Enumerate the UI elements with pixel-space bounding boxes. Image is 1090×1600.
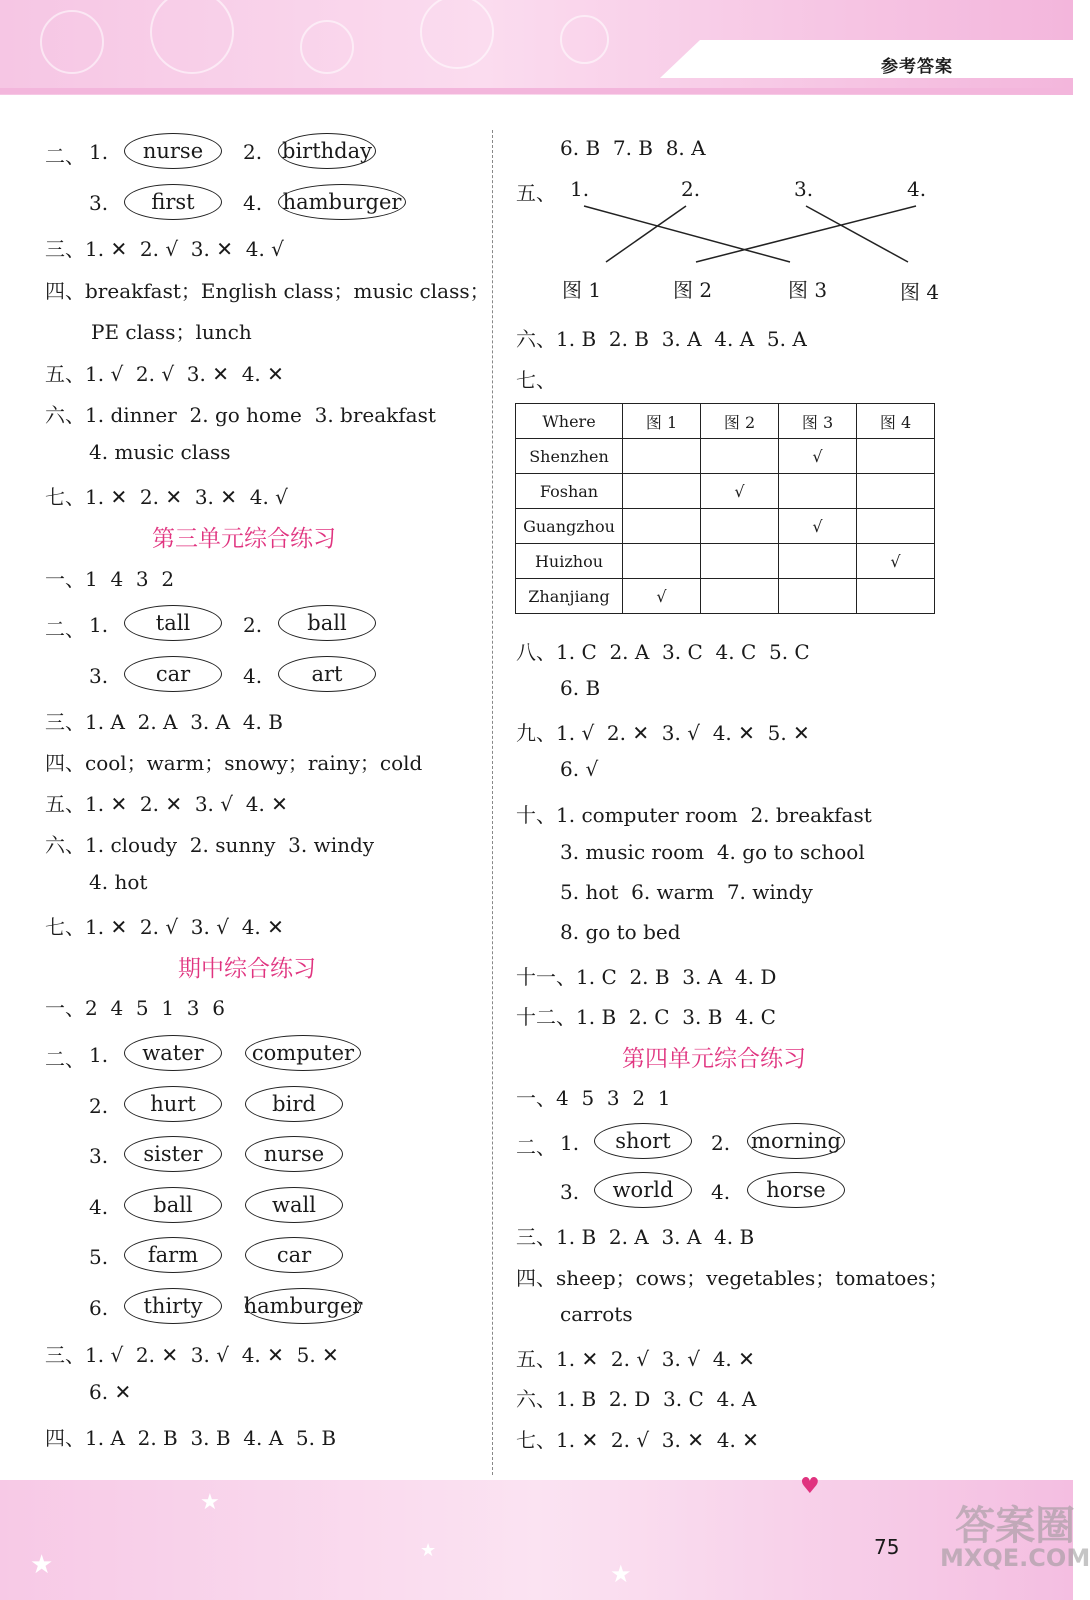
watermark-logo: 答案圈 MXQE.COM <box>940 1503 1090 1572</box>
answer-oval: sister <box>124 1136 222 1172</box>
answer-oval: short <box>594 1123 692 1159</box>
table-row <box>516 439 935 474</box>
table-header: 图 4 <box>857 404 935 439</box>
left-s2-n3: 3. <box>89 191 109 215</box>
table-row <box>516 509 935 544</box>
heart-icon: ♥ <box>800 1474 820 1499</box>
table-cell <box>779 544 857 579</box>
u4-s2-label: 二、 <box>516 1135 556 1159</box>
answer-oval: car <box>124 656 222 692</box>
table-place: Zhanjiang <box>516 579 623 614</box>
star-icon: ★ <box>30 1550 54 1580</box>
u4-s3: 三、1. B 2. A 3. A 4. B <box>516 1225 755 1249</box>
table-cell: √ <box>779 439 857 474</box>
answer-oval: hamburger <box>278 184 406 220</box>
column-divider <box>492 130 493 1475</box>
table-cell <box>701 439 779 474</box>
left-s5: 五、1. √ 2. √ 3. ✕ 4. ✕ <box>45 362 284 386</box>
mid-row-num: 6. <box>89 1296 109 1320</box>
right-s10d: 8. go to bed <box>560 920 681 944</box>
right-s8b: 6. B <box>560 676 601 700</box>
table-row <box>516 474 935 509</box>
table-header: 图 3 <box>779 404 857 439</box>
match-line <box>696 206 916 262</box>
table-cell: √ <box>623 579 701 614</box>
u3-s2-n3: 3. <box>89 664 109 688</box>
u4-s4a: 四、sheep；cows；vegetables；tomatoes； <box>516 1266 949 1290</box>
star-icon: ★ <box>610 1560 632 1588</box>
u3-s6b: 4. hot <box>89 870 148 894</box>
u3-s2-label: 二、 <box>45 617 85 641</box>
answer-oval: computer <box>245 1035 361 1071</box>
section-title: 第三单元综合练习 <box>152 526 336 552</box>
answer-oval: nurse <box>124 133 222 169</box>
answer-oval: birthday <box>278 133 376 169</box>
matching-pic: 图 3 <box>788 278 828 302</box>
table-cell <box>857 509 935 544</box>
answer-oval: ball <box>124 1187 222 1223</box>
table-cell <box>623 544 701 579</box>
u3-s6a: 六、1. cloudy 2. sunny 3. windy <box>45 833 375 857</box>
u4-s6: 六、1. B 2. D 3. C 4. A <box>516 1387 757 1411</box>
answer-oval: water <box>124 1035 222 1071</box>
right-s9a: 九、1. √ 2. ✕ 3. √ 4. ✕ 5. ✕ <box>516 721 810 745</box>
answer-oval: tall <box>124 605 222 641</box>
left-s7: 七、1. ✕ 2. ✕ 3. ✕ 4. √ <box>45 485 288 509</box>
u3-s2-n4: 4. <box>243 664 263 688</box>
matching-pic: 图 1 <box>562 278 602 302</box>
right-s9b: 6. √ <box>560 757 599 781</box>
right-s8a: 八、1. C 2. A 3. C 4. C 5. C <box>516 640 810 664</box>
answer-oval: thirty <box>124 1288 222 1324</box>
answer-oval: bird <box>245 1086 343 1122</box>
table-place: Huizhou <box>516 544 623 579</box>
answer-oval: hamburger <box>245 1288 361 1324</box>
right-s11: 十一、1. C 2. B 3. A 4. D <box>516 965 777 989</box>
u4-s2-n4: 4. <box>711 1180 731 1204</box>
answer-oval: morning <box>747 1123 845 1159</box>
right-s6: 六、1. B 2. B 3. A 4. A 5. A <box>516 327 807 351</box>
match-line <box>806 206 908 262</box>
mid-row-num: 4. <box>89 1195 109 1219</box>
right-s10a: 十、1. computer room 2. breakfast <box>516 803 872 827</box>
right-s12: 十二、1. B 2. C 3. B 4. C <box>516 1005 776 1029</box>
answer-oval: first <box>124 184 222 220</box>
header-tab <box>660 40 1073 78</box>
table-header: 图 1 <box>623 404 701 439</box>
u4-s4b: carrots <box>560 1302 633 1326</box>
table-cell <box>701 509 779 544</box>
mid-s3a: 三、1. √ 2. ✕ 3. √ 4. ✕ 5. ✕ <box>45 1343 339 1367</box>
matching-pic: 图 2 <box>673 278 713 302</box>
u4-s2-n2: 2. <box>711 1131 731 1155</box>
left-s2-n2: 2. <box>243 140 263 164</box>
table-row <box>516 579 935 614</box>
u3-s2-n1: 1. <box>89 613 109 637</box>
table-cell <box>701 579 779 614</box>
left-s4b: PE class；lunch <box>91 320 252 344</box>
matching-num: 3. <box>794 177 814 201</box>
answer-oval: farm <box>124 1237 222 1273</box>
footer-banner <box>0 1474 1073 1600</box>
right-r1: 6. B 7. B 8. A <box>560 136 706 160</box>
match-line <box>606 206 686 262</box>
table-cell <box>623 439 701 474</box>
table-cell <box>857 474 935 509</box>
u3-s4: 四、cool；warm；snowy；rainy；cold <box>45 751 423 775</box>
answer-oval: wall <box>245 1187 343 1223</box>
page-header-title: 参考答案 <box>881 57 953 77</box>
matching-num: 2. <box>681 177 701 201</box>
section-title: 第四单元综合练习 <box>622 1046 806 1072</box>
u3-s2-n2: 2. <box>243 613 263 637</box>
table-cell: √ <box>701 474 779 509</box>
matching-num: 1. <box>570 177 590 201</box>
u4-s1: 一、4 5 3 2 1 <box>516 1086 671 1110</box>
table-header: Where <box>516 404 623 439</box>
left-s6b: 4. music class <box>89 440 231 464</box>
u3-s3: 三、1. A 2. A 3. A 4. B <box>45 710 283 734</box>
matching-lines <box>560 200 940 270</box>
answer-oval: ball <box>278 605 376 641</box>
mid-row-num: 1. <box>89 1043 109 1067</box>
u4-s2-n1: 1. <box>560 1131 580 1155</box>
u3-s7: 七、1. ✕ 2. √ 3. √ 4. ✕ <box>45 915 284 939</box>
table-cell <box>857 439 935 474</box>
table-row <box>516 544 935 579</box>
mid-row-num: 3. <box>89 1144 109 1168</box>
table-cell <box>779 579 857 614</box>
u4-s7: 七、1. ✕ 2. √ 3. ✕ 4. ✕ <box>516 1428 759 1452</box>
answer-oval: car <box>245 1237 343 1273</box>
mid-s3b: 6. ✕ <box>89 1380 132 1404</box>
answer-oval: hurt <box>124 1086 222 1122</box>
u4-s2-n3: 3. <box>560 1180 580 1204</box>
table-header: 图 2 <box>701 404 779 439</box>
table-cell <box>779 474 857 509</box>
table-place: Shenzhen <box>516 439 623 474</box>
table-cell <box>701 544 779 579</box>
table-place: Foshan <box>516 474 623 509</box>
u3-s5: 五、1. ✕ 2. ✕ 3. √ 4. ✕ <box>45 792 288 816</box>
mid-row-num: 5. <box>89 1245 109 1269</box>
answer-table <box>515 403 935 614</box>
table-cell <box>857 579 935 614</box>
left-s4a: 四、breakfast；English class；music class； <box>45 279 490 303</box>
matching-num: 4. <box>907 177 927 201</box>
u3-s1: 一、1 4 3 2 <box>45 567 175 591</box>
section-title: 期中综合练习 <box>178 956 316 982</box>
table-cell: √ <box>779 509 857 544</box>
answer-oval: world <box>594 1172 692 1208</box>
answer-oval: horse <box>747 1172 845 1208</box>
star-icon: ★ <box>420 1540 437 1561</box>
page-number: 75 <box>874 1535 900 1559</box>
mid-s4: 四、1. A 2. B 3. B 4. A 5. B <box>45 1426 337 1450</box>
mid-s1: 一、2 4 5 1 3 6 <box>45 996 225 1020</box>
table-cell: √ <box>857 544 935 579</box>
header-stripe <box>0 88 1073 94</box>
left-s2-n1: 1. <box>89 140 109 164</box>
mid-row-num: 2. <box>89 1094 109 1118</box>
right-s7: 七、 <box>516 368 556 392</box>
left-s3: 三、1. ✕ 2. √ 3. ✕ 4. √ <box>45 237 284 261</box>
table-cell <box>623 474 701 509</box>
matching-label: 五、 <box>516 181 556 205</box>
answer-oval: nurse <box>245 1136 343 1172</box>
table-cell <box>623 509 701 544</box>
u4-s5: 五、1. ✕ 2. √ 3. √ 4. ✕ <box>516 1347 755 1371</box>
mid-s2-label: 二、 <box>45 1047 85 1071</box>
right-s10c: 5. hot 6. warm 7. windy <box>560 880 813 904</box>
left-s2-n4: 4. <box>243 191 263 215</box>
star-icon: ★ <box>200 1490 220 1515</box>
match-line <box>584 206 790 262</box>
matching-pic: 图 4 <box>900 280 940 304</box>
left-s6a: 六、1. dinner 2. go home 3. breakfast <box>45 403 436 427</box>
table-place: Guangzhou <box>516 509 623 544</box>
table-header-row <box>516 404 935 439</box>
left-s2-label: 二、 <box>45 144 85 168</box>
right-s10b: 3. music room 4. go to school <box>560 840 865 864</box>
answer-oval: art <box>278 656 376 692</box>
